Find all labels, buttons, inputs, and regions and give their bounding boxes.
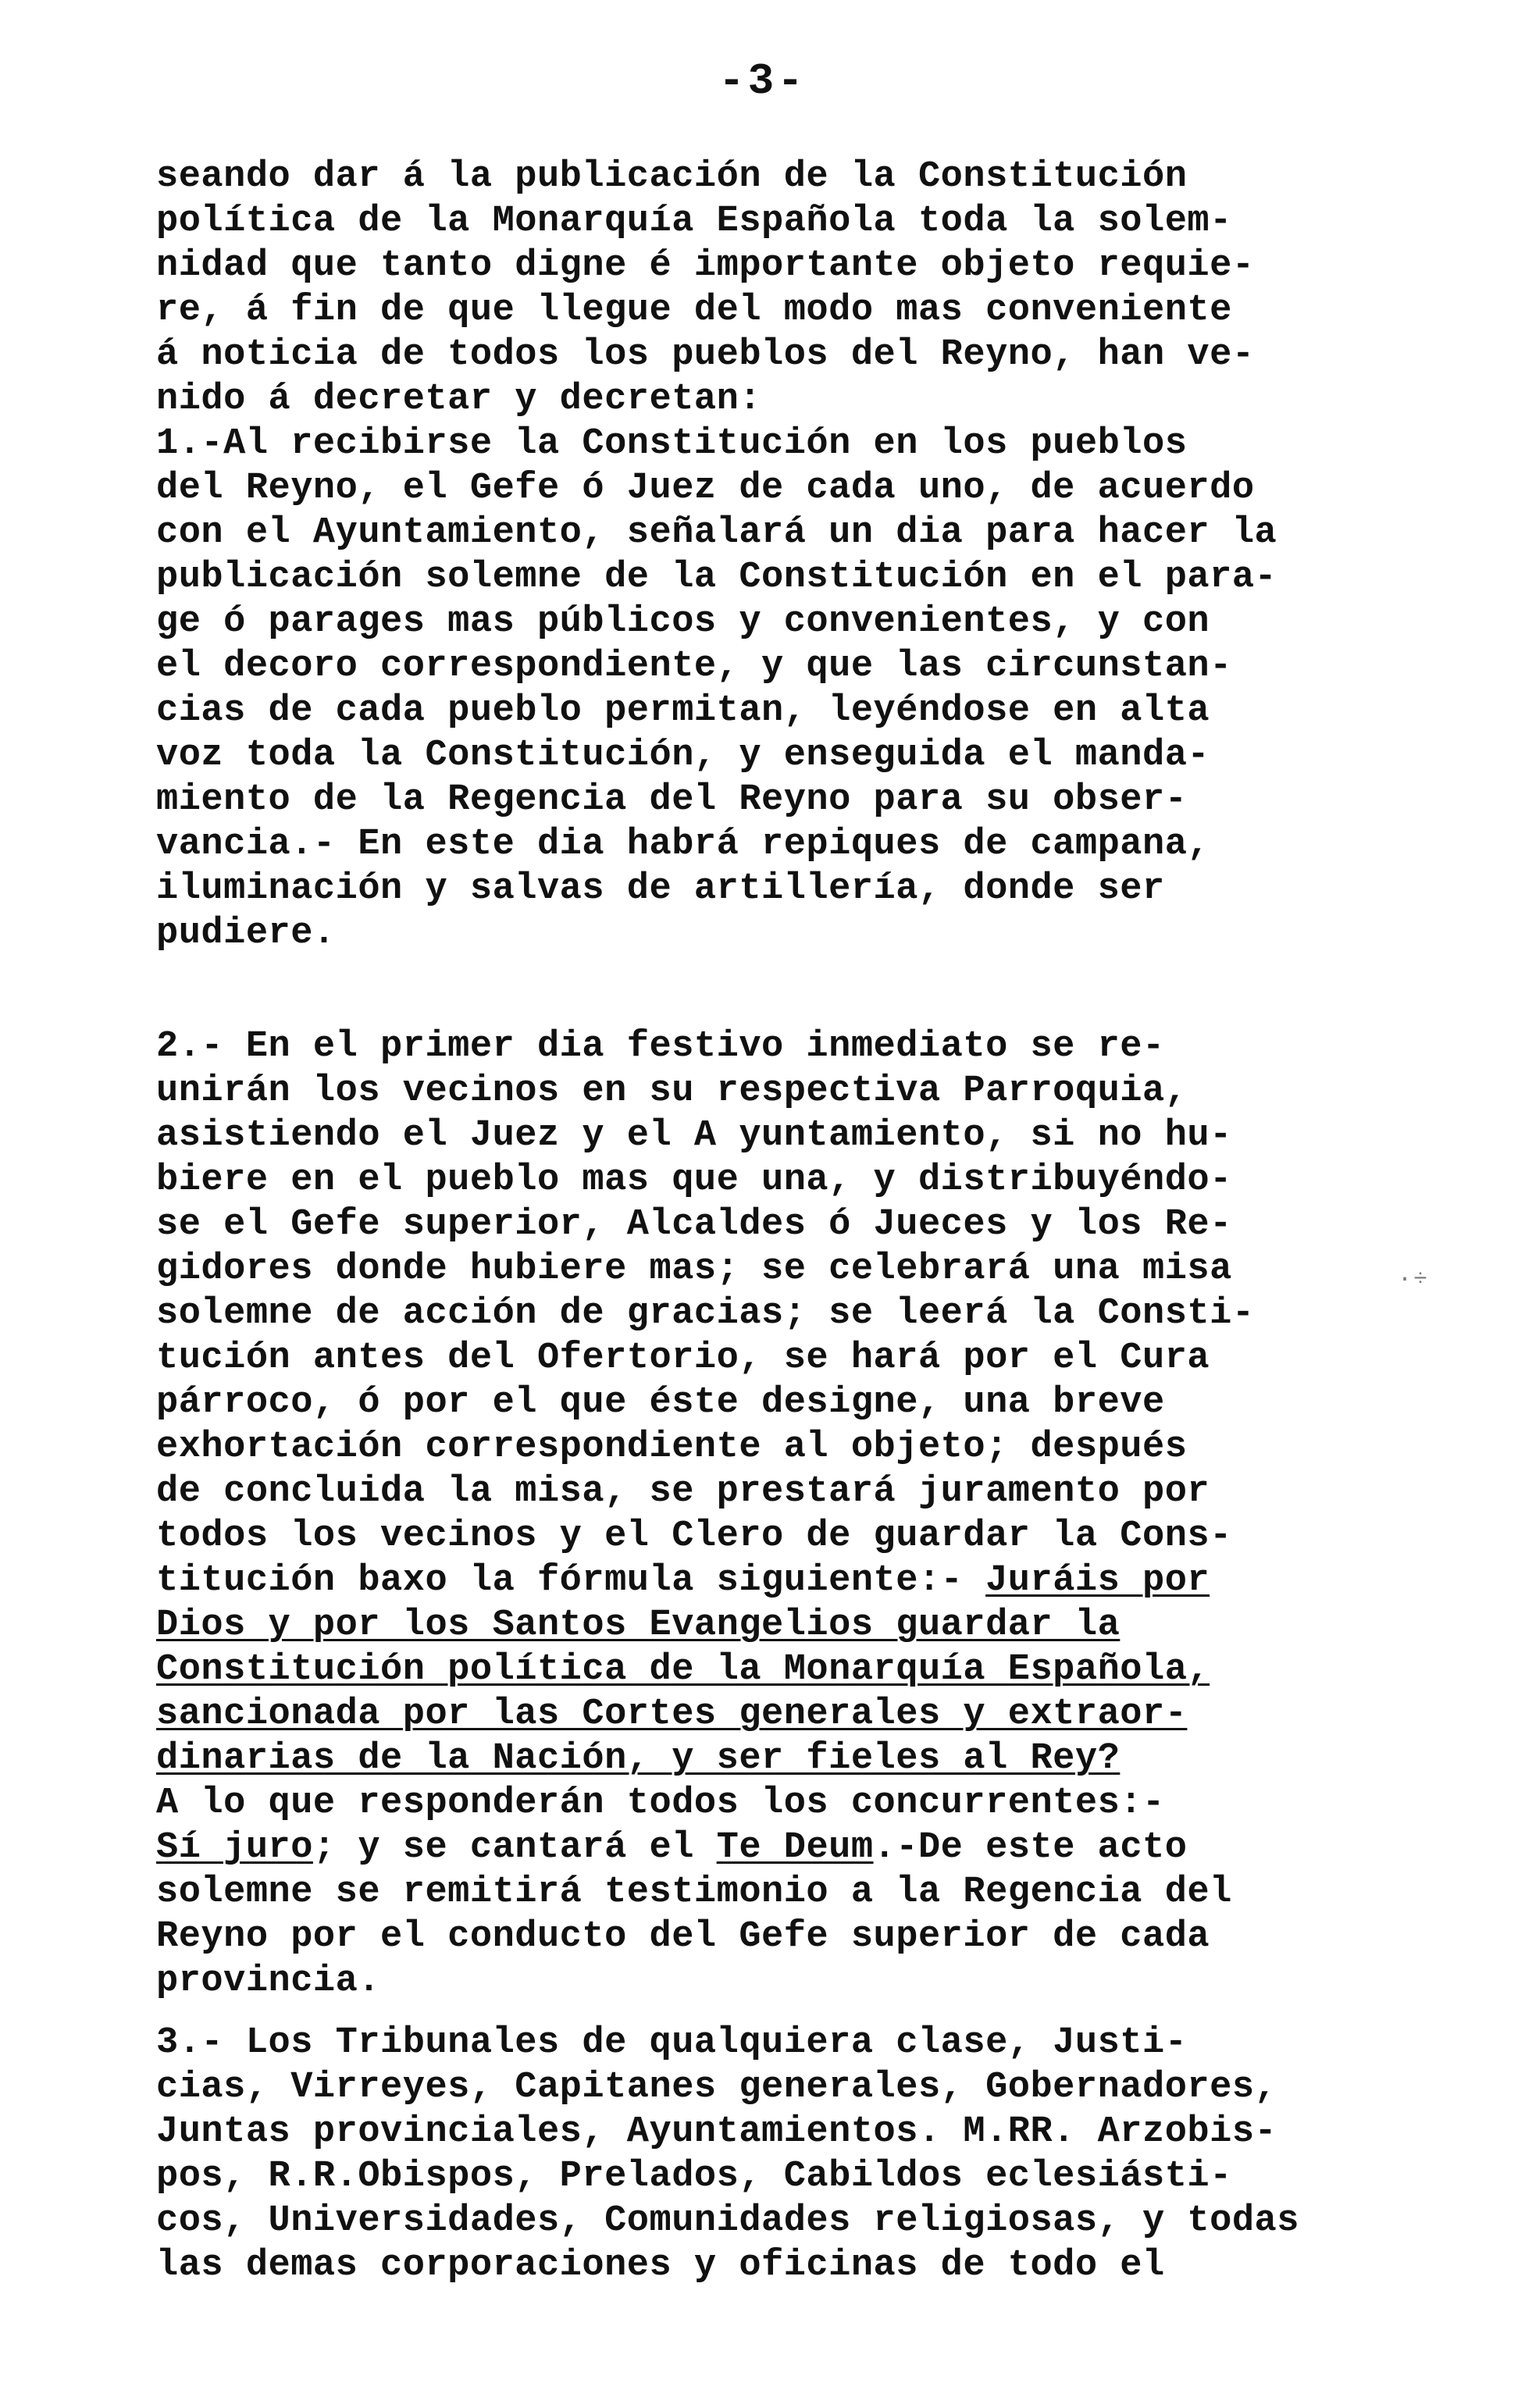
text-line: nidad que tanto digne é importante objeto requie- bbox=[156, 245, 1255, 287]
margin-mark: ·÷ bbox=[1398, 1266, 1430, 1293]
text-line: con el Ayuntamiento, señalará un dia para hacer la bbox=[156, 512, 1277, 554]
text-line: las demas corporaciones y oficinas de todo el bbox=[156, 2245, 1165, 2286]
text-line: publicación solemne de la Constitución en el para- bbox=[156, 557, 1277, 598]
article-1-heading-line: 1.-Al recibirse la Constitución en los pueblos bbox=[156, 423, 1188, 465]
paragraph-1 bbox=[156, 155, 1452, 956]
oath-intro-text: titución baxo la fórmula siguiente:- bbox=[156, 1560, 986, 1601]
text-line: nido á decretar y decretan: bbox=[156, 379, 762, 420]
text-line: provincia. bbox=[156, 1961, 381, 2002]
oath-line: dinarias de la Nación, y ser fieles al Rey? bbox=[156, 1738, 1121, 1779]
text-line: cos, Universidades, Comunidades religiosas, y todas bbox=[156, 2200, 1299, 2242]
oath-start-text: Juráis por bbox=[985, 1560, 1210, 1601]
text-line: del Reyno, el Gefe ó Juez de cada uno, de acuerdo bbox=[156, 468, 1255, 509]
text-line: voz toda la Constitución, y enseguida el manda- bbox=[156, 735, 1210, 776]
after-te-deum-text: .-De este acto bbox=[873, 1827, 1188, 1868]
te-deum-text: Te Deum bbox=[716, 1827, 874, 1868]
text-line: á noticia de todos los pueblos del Reyno, han ve- bbox=[156, 334, 1255, 376]
text-line: política de la Monarquía Española toda la solem- bbox=[156, 201, 1232, 242]
text-line: biere en el pueblo mas que una, y distribuyéndo- bbox=[156, 1159, 1232, 1201]
text-line: asistiendo el Juez y el A yuntamiento, si no hu- bbox=[156, 1115, 1232, 1156]
text-line: cias, Virreyes, Capitanes generales, Gobernadores, bbox=[156, 2067, 1277, 2108]
text-line: todos los vecinos y el Clero de guardar la Cons- bbox=[156, 1516, 1232, 1557]
text-line: de concluida la misa, se prestará juramento por bbox=[156, 1471, 1210, 1512]
text-line: re, á fin de que llegue del modo mas conveniente bbox=[156, 290, 1232, 331]
text-line: unirán los vecinos en su respectiva Parroquia, bbox=[156, 1070, 1188, 1112]
text-line: solemne de acción de gracias; se leerá la Consti- bbox=[156, 1293, 1255, 1334]
text-line: miento de la Regencia del Reyno para su obser- bbox=[156, 779, 1188, 821]
paragraph-3 bbox=[156, 2021, 1452, 2288]
text-line: vancia.- En este dia habrá repiques de campana, bbox=[156, 824, 1210, 865]
text-line: se el Gefe superior, Alcaldes ó Jueces y los Re- bbox=[156, 1204, 1232, 1245]
text-line: pudiere. bbox=[156, 913, 336, 954]
article-3-heading-line: 3.- Los Tribunales de qualquiera clase, Justi- bbox=[156, 2022, 1188, 2064]
text-line: solemne se remitirá testimonio a la Regencia del bbox=[156, 1872, 1232, 1913]
text-line: pos, R.R.Obispos, Prelados, Cabildos eclesiásti- bbox=[156, 2156, 1232, 2197]
oath-answer-line bbox=[156, 1826, 1452, 1870]
text-line: A lo que responderán todos los concurrentes:- bbox=[156, 1783, 1165, 1824]
text-line: el decoro correspondiente, y que las circunstan- bbox=[156, 646, 1232, 687]
text-line: Reyno por el conducto del Gefe superior de cada bbox=[156, 1916, 1210, 1957]
oath-answer-text: Sí juro bbox=[156, 1827, 313, 1868]
paragraph-2 bbox=[156, 1024, 1452, 2004]
text-line: exhortación correspondiente al objeto; después bbox=[156, 1427, 1188, 1468]
page-number: -3- bbox=[718, 56, 807, 106]
text-line: seando dar á la publicación de la Constitución bbox=[156, 156, 1188, 198]
oath-line: Constitución política de la Monarquía Española, bbox=[156, 1649, 1210, 1690]
te-deum-intro-text: ; y se cantará el bbox=[312, 1827, 717, 1868]
article-2-heading-line: 2.- En el primer dia festivo inmediato se re- bbox=[156, 1026, 1165, 1067]
text-line: párroco, ó por el que éste designe, una breve bbox=[156, 1382, 1165, 1423]
text-line: ge ó parages mas públicos y convenientes, y con bbox=[156, 601, 1210, 643]
text-line: iluminación y salvas de artillería, donde ser bbox=[156, 868, 1165, 910]
text-line: cias de cada pueblo permitan, leyéndose en alta bbox=[156, 690, 1210, 732]
oath-line: Dios y por los Santos Evangelios guardar la bbox=[156, 1605, 1121, 1646]
text-line: gidores donde hubiere mas; se celebrará una misa bbox=[156, 1249, 1232, 1290]
text-line: tución antes del Ofertorio, se hará por el Cura bbox=[156, 1338, 1210, 1379]
text-line: Juntas provinciales, Ayuntamientos. M.RR. Arzobis- bbox=[156, 2111, 1277, 2153]
oath-line: sancionada por las Cortes generales y extraor- bbox=[156, 1694, 1188, 1735]
oath-intro-line bbox=[156, 1558, 1452, 1603]
